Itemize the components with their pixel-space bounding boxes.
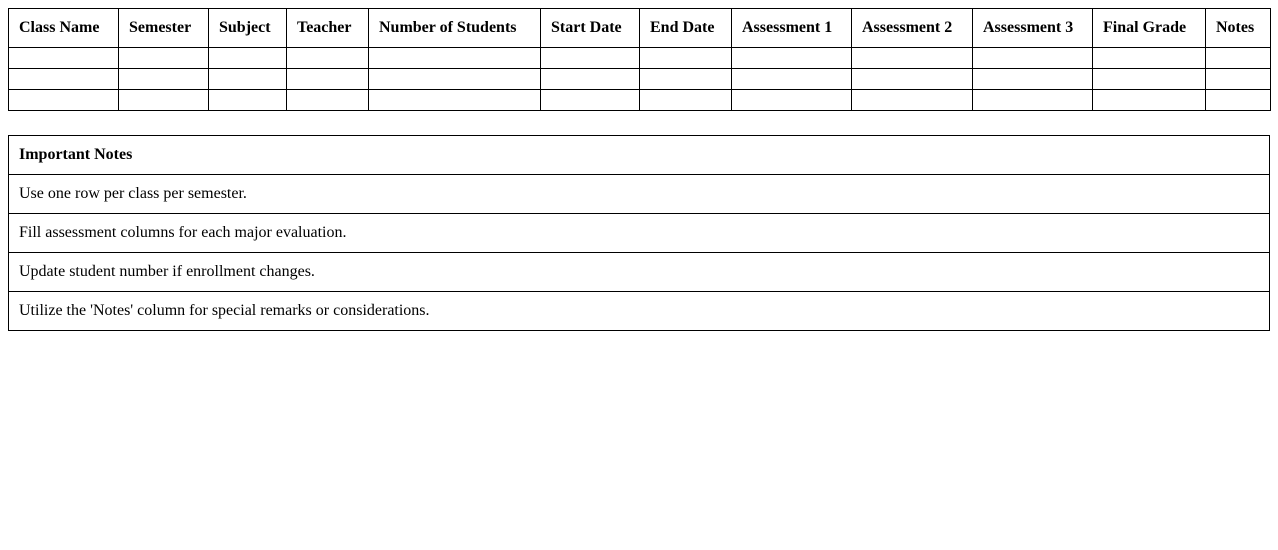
column-header-number-of-students: Number of Students bbox=[369, 9, 541, 48]
column-header-class-name: Class Name bbox=[9, 9, 119, 48]
notes-row bbox=[9, 214, 1270, 253]
table-cell[interactable] bbox=[541, 69, 640, 90]
table-row bbox=[9, 90, 1271, 111]
table-cell[interactable] bbox=[9, 90, 119, 111]
table-row bbox=[9, 48, 1271, 69]
note-item: Utilize the 'Notes' column for special remarks or considerations. bbox=[9, 292, 1270, 331]
note-item: Use one row per class per semester. bbox=[9, 175, 1270, 214]
notes-row bbox=[9, 292, 1270, 331]
table-cell[interactable] bbox=[852, 48, 973, 69]
column-header-end-date: End Date bbox=[640, 9, 732, 48]
table-cell[interactable] bbox=[1093, 48, 1206, 69]
table-cell[interactable] bbox=[852, 69, 973, 90]
notes-header-row bbox=[9, 136, 1270, 175]
table-cell[interactable] bbox=[1206, 90, 1271, 111]
table-cell[interactable] bbox=[973, 48, 1093, 69]
column-header-assessment-2: Assessment 2 bbox=[852, 9, 973, 48]
table-cell[interactable] bbox=[1206, 69, 1271, 90]
table-cell[interactable] bbox=[541, 90, 640, 111]
class-table bbox=[8, 8, 1271, 111]
column-header-assessment-3: Assessment 3 bbox=[973, 9, 1093, 48]
table-cell[interactable] bbox=[9, 48, 119, 69]
table-cell[interactable] bbox=[1093, 69, 1206, 90]
table-cell[interactable] bbox=[287, 69, 369, 90]
notes-row bbox=[9, 175, 1270, 214]
note-item: Fill assessment columns for each major evaluation. bbox=[9, 214, 1270, 253]
table-cell[interactable] bbox=[541, 48, 640, 69]
table-cell[interactable] bbox=[209, 48, 287, 69]
column-header-teacher: Teacher bbox=[287, 9, 369, 48]
column-header-subject: Subject bbox=[209, 9, 287, 48]
table-cell[interactable] bbox=[119, 90, 209, 111]
table-cell[interactable] bbox=[1206, 48, 1271, 69]
table-cell[interactable] bbox=[119, 69, 209, 90]
table-cell[interactable] bbox=[1093, 90, 1206, 111]
table-cell[interactable] bbox=[973, 69, 1093, 90]
table-cell[interactable] bbox=[287, 48, 369, 69]
notes-title: Important Notes bbox=[9, 136, 1270, 175]
column-header-final-grade: Final Grade bbox=[1093, 9, 1206, 48]
table-cell[interactable] bbox=[732, 69, 852, 90]
column-header-start-date: Start Date bbox=[541, 9, 640, 48]
header-row bbox=[9, 9, 1271, 48]
column-header-semester: Semester bbox=[119, 9, 209, 48]
table-cell[interactable] bbox=[732, 48, 852, 69]
table-cell[interactable] bbox=[119, 48, 209, 69]
table-cell[interactable] bbox=[369, 48, 541, 69]
column-header-notes: Notes bbox=[1206, 9, 1271, 48]
table-cell[interactable] bbox=[973, 90, 1093, 111]
table-cell[interactable] bbox=[369, 69, 541, 90]
table-cell[interactable] bbox=[640, 48, 732, 69]
table-cell[interactable] bbox=[287, 90, 369, 111]
table-cell[interactable] bbox=[209, 69, 287, 90]
notes-row bbox=[9, 253, 1270, 292]
table-cell[interactable] bbox=[640, 69, 732, 90]
column-header-assessment-1: Assessment 1 bbox=[732, 9, 852, 48]
table-cell[interactable] bbox=[852, 90, 973, 111]
table-cell[interactable] bbox=[369, 90, 541, 111]
notes-table bbox=[8, 135, 1270, 331]
class-table-body bbox=[9, 48, 1271, 111]
table-row bbox=[9, 69, 1271, 90]
table-cell[interactable] bbox=[640, 90, 732, 111]
table-cell[interactable] bbox=[732, 90, 852, 111]
note-item: Update student number if enrollment changes. bbox=[9, 253, 1270, 292]
table-cell[interactable] bbox=[9, 69, 119, 90]
table-cell[interactable] bbox=[209, 90, 287, 111]
